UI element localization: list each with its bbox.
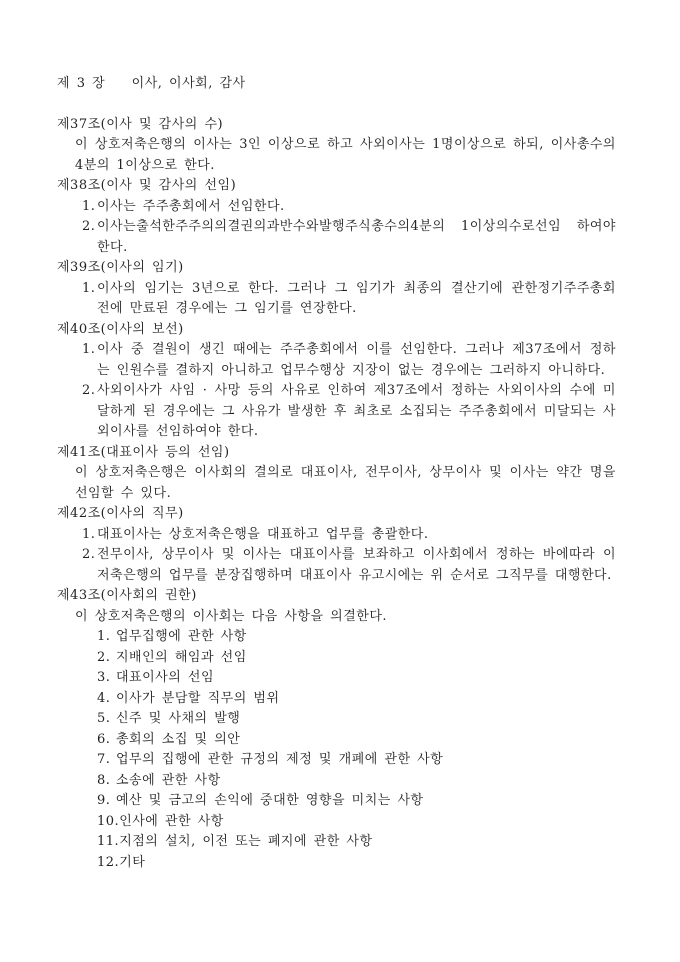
sublist-item: [97, 771, 616, 792]
numbered-item: [82, 525, 616, 546]
sublist-item-text: 예산 및 금고의 손익에 중대한 영향을 미치는 사항: [116, 793, 424, 808]
article-title: 제37조(이사 및 감사의 수): [57, 116, 224, 132]
sublist-item: [97, 812, 616, 833]
article-title: 제43조(이사회의 권한): [57, 588, 197, 603]
item-number: 1.: [82, 342, 96, 357]
article-38: [57, 176, 616, 258]
sublist-item-number: 2.: [97, 649, 111, 665]
sublist-item-text: 지배인의 해임과 선임: [116, 649, 247, 665]
sublist-item-text: 대표이사의 선임: [116, 670, 215, 685]
article-41: [57, 443, 616, 505]
item-text: 전무이사, 상무이사 및 이사는 대표이사를 보좌하고 이사회에서 정하는 바에따라 이 저축은행의 업무를 분장집행하며 대표이사 유고시에는 위 순서로 그직무를 대행한다.: [97, 547, 616, 583]
item-text: 이사 중 결원이 생긴 때에는 주주총회에서 이를 선임한다. 그러나 제37조에서 정하는 인원수를 결하지 아니하고 업무수행상 지장이 없는 경우에는 그러하지 아니하다.: [97, 342, 616, 378]
sublist-item: [97, 791, 616, 812]
numbered-item: [82, 340, 616, 381]
article-39: [57, 258, 616, 320]
sublist-item: [97, 730, 616, 751]
sublist-item-text: 총회의 소집 및 의안: [116, 731, 241, 747]
sublist-item-text: 기타: [119, 854, 146, 870]
article-40: [57, 320, 616, 443]
item-text: 이사는출석한주주의의결권의과반수와발행주식총수의4분의 1이상의수로선임 하여야 한다.: [97, 219, 616, 255]
sublist-item-number: 12.: [97, 854, 120, 870]
sublist-item-text: 이사가 분담할 직무의 범위: [116, 690, 280, 706]
sublist-item: [97, 648, 616, 669]
sublist-item-number: 6.: [97, 731, 111, 747]
sublist-item-number: 4.: [97, 690, 111, 706]
article-body: 이 상호저축은행은 이사회의 결의로 대표이사, 전무이사, 상무이사 및 이사는 약간 명을 선임할 수 있다.: [75, 465, 616, 501]
item-text: 사외이사가 사임 · 사망 등의 사유로 인하여 제37조에서 정하는 사외이사의 수에 미달하게 된 경우에는 그 사유가 발생한 후 최초로 소집되는 주주총회에서 미달되는 사외이사를 선임하여야 한다.: [97, 383, 616, 439]
article-body: 이 상호저축은행의 이사는 3인 이상으로 하고 사외이사는 1명이상으로 하되, 이사총수의 4분의 1이상으로 한다.: [75, 137, 616, 173]
article-title: 제39조(이사의 임기): [57, 260, 184, 275]
numbered-item: [82, 197, 616, 218]
sublist-item-text: 지점의 설치, 이전 또는 폐지에 관한 사항: [119, 834, 373, 849]
sublist-item-text: 인사에 관한 사항: [119, 813, 224, 829]
sublist-item: [97, 750, 616, 771]
article-title: 제40조(이사의 보선): [57, 321, 184, 337]
sublist-item: [97, 689, 616, 710]
numbered-item: [82, 217, 616, 258]
item-number: 1.: [82, 526, 96, 542]
sublist-item: [97, 668, 616, 689]
sublist-item-number: 8.: [97, 772, 111, 788]
sublist-item-number: 5.: [97, 711, 111, 726]
sublist-item-number: 10.: [97, 813, 120, 829]
sublist-item-number: 7.: [97, 752, 111, 767]
item-text: 이사는 주주총회에서 선임한다.: [97, 198, 285, 214]
sublist-item-number: 1.: [97, 629, 111, 644]
numbered-item: [82, 545, 616, 586]
item-text: 이사의 임기는 3년으로 한다. 그러나 그 임기가 최종의 결산기에 관한정기주주총회 전에 만료된 경우에는 그 임기를 연장한다.: [97, 280, 616, 316]
sublist-item-number: 3.: [97, 670, 111, 685]
sublist-item-text: 신주 및 사채의 발행: [116, 711, 241, 726]
sublist-item-text: 업무집행에 관한 사항: [116, 629, 247, 644]
article-37: [57, 115, 616, 177]
sublist-item-text: 업무의 집행에 관한 규정의 제정 및 개폐에 관한 사항: [116, 752, 444, 767]
article-title: 제41조(대표이사 등의 선임): [57, 444, 230, 460]
article-title: 제38조(이사 및 감사의 선임): [57, 178, 237, 193]
item-text: 대표이사는 상호저축은행을 대표하고 업무를 총괄한다.: [97, 526, 429, 542]
sublist-item-number: 9.: [97, 793, 111, 808]
article-body: 이 상호저축은행의 이사회는 다음 사항을 의결한다.: [75, 608, 388, 624]
sublist-item-text: 소송에 관한 사항: [116, 772, 221, 788]
sublist-item-number: 11.: [97, 834, 120, 849]
item-number: 1.: [82, 280, 96, 296]
sublist-item: [97, 832, 616, 853]
item-number: 2.: [82, 383, 96, 398]
article-43: [57, 586, 616, 873]
sublist-item: [97, 709, 616, 730]
item-number: 2.: [82, 219, 96, 234]
item-number: 1.: [82, 198, 96, 214]
numbered-item: [82, 381, 616, 443]
sublist-item: [97, 853, 616, 874]
chapter-heading: 제 3 장 이사, 이사회, 감사: [57, 76, 246, 91]
item-number: 2.: [82, 547, 96, 562]
numbered-item: [82, 279, 616, 320]
article-42: [57, 504, 616, 586]
sublist-item: [97, 627, 616, 648]
article-title: 제42조(이사의 직무): [57, 506, 184, 521]
